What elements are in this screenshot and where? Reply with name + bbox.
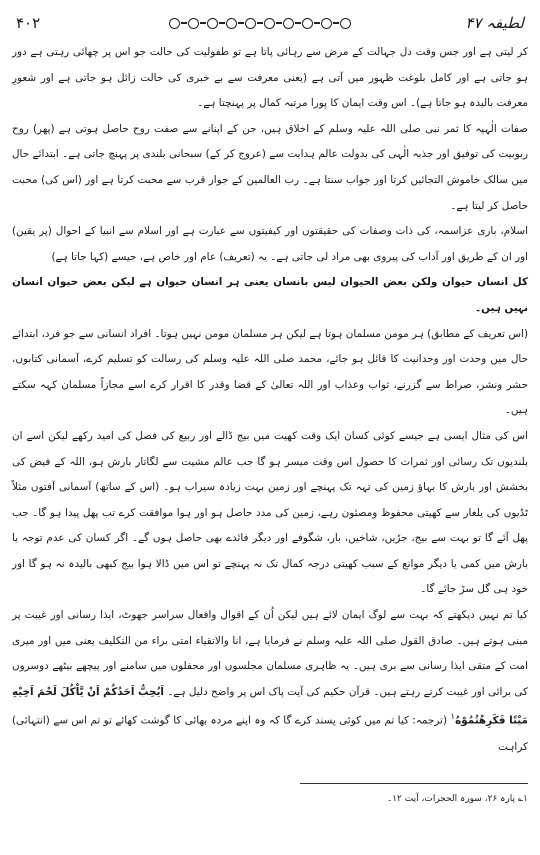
paragraph: اسلام، باری عزاسمہ، کی ذات وصفات کی حقیقتوں اور کیفیتوں سے عبارت ہے اور اسلام سے انبیا کے احوال (پر یقین) اور ان کے طریق اور آداب کی پیروی بھی مراد لی جاتی ہے۔ یہ (تعریف) عام اور خاص ہے، جیسے (کہا جاتا ہے) xyxy=(12,225,528,263)
header-ornament xyxy=(76,18,444,29)
arabic-quote: کل انسان حیوان ولکن بعض الحیوان لیس بانسان یعنی ہر انسان حیوان ہے لیکن بعض حیوان انسان نہیں ہیں۔ xyxy=(12,276,528,314)
main-text xyxy=(12,40,528,760)
quranic-verse: اَیُحِبُّ اَحَدُکُمْ اَنْ یَّاْکُلَ لَحْمَ اَخِیْهِ مَیْتًا فَکَرِهْتُمُوْهُ xyxy=(12,685,528,727)
page-number: ۴۰۲ xyxy=(16,14,41,32)
footnote-marker: ۱ xyxy=(450,712,456,723)
paragraph xyxy=(12,603,528,760)
running-title: لطیفہ ۴۷ xyxy=(465,14,524,32)
footnote: ۱؎ پارہ ۲۶، سورہ الحجرات، آیت ۱۲۔ xyxy=(386,794,528,804)
paragraph: اس کی مثال ایسی ہے جیسے کوئی کسان ایک وقت کھیت میں بیج ڈالے اور ربیع کی فصل کی امید رکھے لیکن اسے ان بلندیوں تک رسائی اور ثمرات کا حصول اس وقت میسر ہو گا جب عالم مشیت سے لگاتار بارش ہو، اللہ کے فیض کی بخشش اور بارش کا بہاؤ زمین کی تہہ تک پہنچے اور زمین بہت زیادہ سیراب ہو۔ (اس کے ساتھ) آسمانی آفتوں مثلاً ٹڈیوں کی یلغار سے کھیتی محفوظ ومصئون رہے، زمین کی مدد حاصل ہو اور ہوا موافقت کرے تب پھل پیدا ہو گا۔ جب پھل آئے گا تو بہت سے بیج، جڑیں، شاخیں، بار، شگوفے اور دیگر فائدے بھی حاصل ہوں گے۔ اگر کسان کی عدم توجہ یا بارش میں کمی یا دیگر موانع کے سبب کھیتی درجہ کمال تک نہ پہنچے تو اس میں ڈالا ہوا بیج کبھی بالیدہ نہ ہو گا اور خود ہی گل سڑ جائے گا۔ xyxy=(12,429,528,596)
paragraph: (اس تعریف کے مطابق) ہر مومن مسلمان ہوتا ہے لیکن ہر مسلمان مومن نہیں ہوتا۔ افراد انسانی سے جو فرد، ابتدائے حال میں وحدت اور وحدانیت کا قائل ہو جائے، محمد صلی اللہ علیہ وسلم کی رسالت کو تسلیم کرے، آسمانی کتابوں، حشر ونشر، صراط سے گزرنے، ثواب وعذاب اور اللہ تعالیٰ کے قضا وقدر کا اقرار کرے اسے مجازاً مسلمان کہہ سکتے ہیں۔ xyxy=(12,327,528,417)
paragraph-text: کیا تم نہیں دیکھتے کہ بہت سے لوگ ایمان لائے ہیں لیکن اُن کے اقوال وافعال سراسر جھوٹ، ایذا رسانی اور غیبت پر مبنی ہوتے ہیں۔ صادق القول صلی اللہ علیہ وسلم نے فرمایا ہے، انا والاتقیاء امتی براء من التکلیف یعنی میں اور میری امت کے متقی ایذا رسانی سے بری ہیں۔ یہ ظاہری مسلمان مجلسوں اور محفلوں میں سامنے اور پیچھے بیٹھے دوسروں کی برائی اور غیبت کرتے رہتے ہیں۔ قرآن حکیم کی آیت پاک اس پر واضح دلیل ہے۔ xyxy=(12,609,528,698)
footnote-divider xyxy=(300,783,528,784)
paragraph: صفات الٰہیہ کا ثمر نبی صلی اللہ علیہ وسلم کے اخلاق ہیں، جن کے اپنانے سے صفت روح حاصل ہوتی ہے (پھر) روح ربوبیت کی توفیق اور جذبہ الٰہی کی بدولت عالم ہدایت سے (عروج کر کے) سبحانی بلندی پر پہنچ جاتی ہے۔ ابتدائے حال میں سالک خاموش التجائیں کرتا اور جواب سنتا ہے۔ رب العالمین کے جوار قرب سے محبت کرتا ہے اور (اس کی) محبت حاصل کر لیتا ہے۔ xyxy=(12,122,528,212)
paragraph: کر لیتی ہے اور جس وقت دل جہالت کے مرض سے رہائی پاتا ہے تو طفولیت کی حالت جو اس پر چھائی رہتی ہے دور ہو جاتی ہے اور کامل بلوغت ظہور میں آتی ہے (یعنی معرفت سے بے خبری کی حالت زائل ہو جاتی ہے اور شعورِ معرفت بالیدہ ہو جاتا ہے)۔ اس وقت ایمان کا پورا مرتبہ کمال پر پہنچتا ہے۔ xyxy=(12,46,528,110)
verse-translation: (ترجمہ: کیا تم میں کوئی پسند کرے گا کہ وہ اپنے مردہ بھائی کا گوشت کھائے تو تم اس سے (انتہائی) کراہت xyxy=(12,714,528,753)
page-header xyxy=(16,8,524,38)
